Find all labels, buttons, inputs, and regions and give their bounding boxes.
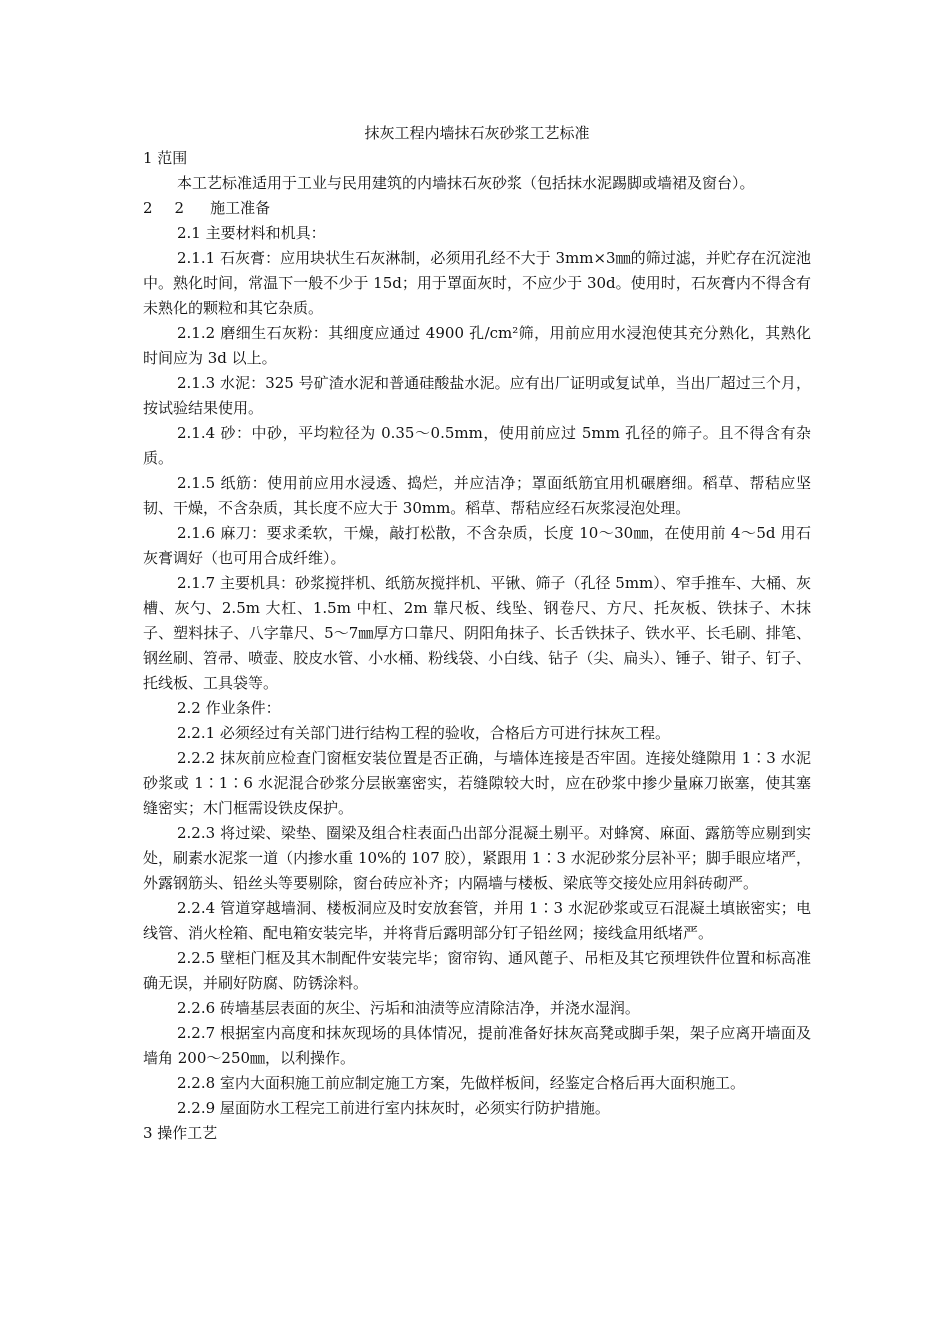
clause-2-1-5: 2.1.5 纸筋：使用前应用水浸透、捣烂，并应洁净；罩面纸筋宜用机碾磨细。稻草、帮秸应坚韧、干燥，不含杂质，其长度不应大于 30mm。稻草、帮秸应经石灰浆浸泡处理。 (143, 474, 811, 517)
clause-2-2: 2.2 作业条件： (177, 699, 281, 717)
clause-2-2-9: 2.2.9 屋面防水工程完工前进行室内抹灰时，必须实行防护措施。 (177, 1099, 610, 1117)
clause-2-1-4: 2.1.4 砂：中砂，平均粒径为 0.35～0.5mm，使用前应过 5mm 孔径的筛子。且不得含有杂质。 (143, 424, 811, 467)
section-2-heading (143, 196, 811, 221)
clause-2-1: 2.1 主要材料和机具： (177, 224, 326, 242)
clause-2-2-3: 2.2.3 将过梁、梁垫、圈梁及组合柱表面凸出部分混凝土剔平。对蜂窝、麻面、露筋等应剔到实处，刷素水泥浆一道（内掺水重 10%的 107 胶），紧跟用 1∶3 水泥砂浆分层补平；脚手眼应堵严，外露钢筋头、铅丝头等要剔除，窗台砖应补齐；内隔墙与楼板、梁底等交接处应用斜砖砌严。 (143, 824, 811, 892)
clause-2-2-1: 2.2.1 必须经过有关部门进行结构工程的验收，合格后方可进行抹灰工程。 (177, 724, 670, 742)
clause-2-2-8: 2.2.8 室内大面积施工前应制定施工方案，先做样板间，经鉴定合格后再大面积施工。 (177, 1074, 745, 1092)
clause-2-1-2: 2.1.2 磨细生石灰粉：其细度应通过 4900 孔/cm²筛，用前应用水浸泡使其充分熟化，其熟化时间应为 3d 以上。 (143, 324, 811, 367)
section-1-heading: 1 范围 (143, 149, 188, 167)
clause-2-1-7: 2.1.7 主要机具：砂浆搅拌机、纸筋灰搅拌机、平锹、筛子（孔径 5mm）、窄手推车、大桶、灰槽、灰勺、2.5m 大杠、1.5m 中杠、2m 靠尺板、线坠、钢卷尺、方尺、托灰板、铁抹子、木抹子、塑料抹子、八字靠尺、5～7㎜厚方口靠尺、阴阳角抹子、长舌铁抹子、铁水平、长毛刷、排笔、钢丝刷、笤帚、喷壶、胶皮水管、小水桶、粉线袋、小白线、钻子（尖、扁头）、锤子、钳子、钉子、托线板、工具袋等。 (143, 574, 811, 692)
clause-2-1-6: 2.1.6 麻刀：要求柔软，干燥，敲打松散，不含杂质，长度 10～30㎜，在使用前 4～5d 用石灰膏调好（也可用合成纤维）。 (143, 524, 811, 567)
section-2-number: 2 (143, 199, 153, 217)
clause-2-2-5: 2.2.5 壁柜门框及其木制配件安装完毕；窗帘钩、通风蓖子、吊柜及其它预埋铁件位置和标高准确无误，并刷好防腐、防锈涂料。 (143, 949, 811, 992)
clause-2-1-1: 2.1.1 石灰膏：应用块状生石灰淋制，必须用孔经不大于 3mm×3㎜的筛过滤，并贮存在沉淀池中。熟化时间，常温下一般不少于 15d；用于罩面灰时，不应少于 30d。使用时，石灰膏内不得含有未熟化的颗粒和其它杂质。 (143, 249, 811, 317)
document-body (143, 121, 811, 1146)
clause-2-2-6: 2.2.6 砖墙基层表面的灰尘、污垢和油渍等应清除洁净，并浇水湿润。 (177, 999, 640, 1017)
clause-2-2-2: 2.2.2 抹灰前应检查门窗框安装位置是否正确，与墙体连接是否牢固。连接处缝隙用 1∶3 水泥砂浆或 1∶1∶6 水泥混合砂浆分层嵌塞密实，若缝隙较大时，应在砂浆中掺少量麻刀嵌塞，使其塞缝密实；木门框需设铁皮保护。 (143, 749, 811, 817)
section-2-heading-text: 施工准备 (210, 199, 271, 217)
clause-2-2-4: 2.2.4 管道穿越墙洞、楼板洞应及时安放套管，并用 1∶3 水泥砂浆或豆石混凝土填嵌密实；电线管、消火栓箱、配电箱安装完毕，并将背后露明部分钉子铅丝网；接线盒用纸堵严。 (143, 899, 811, 942)
section-1-paragraph: 本工艺标准适用于工业与民用建筑的内墙抹石灰砂浆（包括抹水泥踢脚或墙裙及窗台）。 (177, 174, 755, 192)
clause-2-2-7: 2.2.7 根据室内高度和抹灰现场的具体情况，提前准备好抹灰高凳或脚手架，架子应离开墙面及墙角 200～250㎜，以利操作。 (143, 1024, 811, 1067)
clause-2-1-3: 2.1.3 水泥：325 号矿渣水泥和普通硅酸盐水泥。应有出厂证明或复试单，当出厂超过三个月，按试验结果使用。 (143, 374, 811, 417)
section-2-subnumber: 2 (174, 199, 185, 217)
section-3-heading: 3 操作工艺 (143, 1124, 218, 1142)
document-title: 抹灰工程内墙抹石灰砂浆工艺标准 (364, 124, 590, 142)
